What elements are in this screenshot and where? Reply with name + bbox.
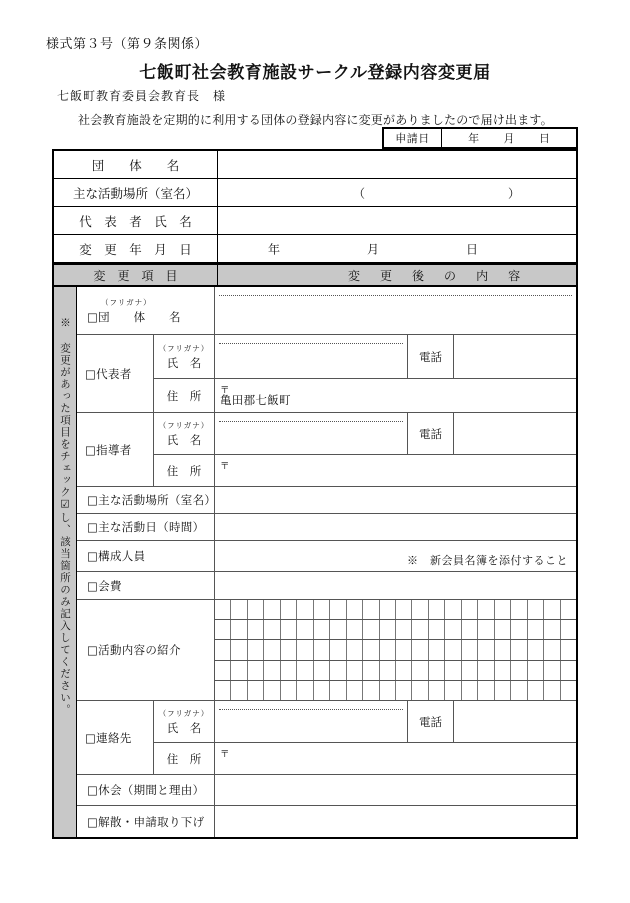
grid-cell[interactable]	[297, 681, 313, 700]
input-representative-tel[interactable]	[454, 335, 576, 378]
grid-cell[interactable]	[429, 600, 445, 619]
grid-cell[interactable]	[478, 620, 494, 639]
table-row-representative-name	[54, 207, 576, 235]
instructor-name-row	[154, 413, 576, 455]
grid-cell[interactable]	[363, 681, 379, 700]
grid-cell[interactable]	[363, 640, 379, 659]
grid-cell[interactable]	[380, 661, 396, 680]
contact-address-row	[154, 743, 576, 774]
input-contact-name[interactable]	[215, 701, 408, 742]
input-representative-address[interactable]	[215, 379, 576, 412]
input-main-day[interactable]	[215, 514, 576, 540]
checkbox-group-name[interactable]: □団 体 名	[87, 309, 181, 324]
grid-cell[interactable]	[314, 620, 330, 639]
grid-cell[interactable]	[544, 600, 560, 619]
grid-cell[interactable]	[363, 620, 379, 639]
table-row-main-place	[54, 179, 576, 207]
grid-cell[interactable]	[314, 661, 330, 680]
grid-cell[interactable]	[264, 681, 280, 700]
label-instructor-address-sub	[154, 455, 215, 486]
grid-cell[interactable]	[396, 681, 412, 700]
grid-cell[interactable]	[264, 661, 280, 680]
application-date-year: 年	[468, 132, 480, 145]
section-header-right	[218, 265, 576, 285]
grid-cell[interactable]	[544, 640, 560, 659]
grid-cell[interactable]	[478, 640, 494, 659]
input-contact-address[interactable]	[215, 743, 576, 774]
application-date-label: 申請日	[384, 129, 442, 147]
representative-details	[154, 335, 576, 412]
grid-cell[interactable]	[248, 600, 264, 619]
grid-cell[interactable]	[330, 640, 346, 659]
grid-cell[interactable]	[347, 661, 363, 680]
sub-label-name-contact: 氏 名	[166, 720, 202, 735]
input-contact-tel[interactable]	[454, 701, 576, 742]
grid-cell[interactable]	[396, 640, 412, 659]
checkbox-dissolution[interactable]: □解散・申請取り下げ	[77, 806, 215, 837]
grid-cell[interactable]	[544, 661, 560, 680]
application-date-day: 日	[538, 132, 550, 145]
section-header-right-c5: 容	[508, 268, 521, 283]
grid-cell[interactable]	[215, 620, 231, 639]
grid-cell[interactable]	[264, 640, 280, 659]
grid-cell[interactable]	[544, 681, 560, 700]
grid-cell[interactable]	[215, 681, 231, 700]
checkbox-contact[interactable]: □連絡先	[77, 701, 154, 774]
grid-line[interactable]	[215, 600, 576, 620]
row-members	[77, 541, 576, 572]
label-group-name-check[interactable]	[77, 287, 215, 334]
checkbox-main-place[interactable]: □主な活動場所（室名）	[77, 487, 215, 513]
grid-cell[interactable]	[478, 600, 494, 619]
grid-cell[interactable]	[330, 620, 346, 639]
grid-cell[interactable]	[314, 681, 330, 700]
form-number: 様式第３号（第９条関係）	[46, 37, 209, 52]
grid-cell[interactable]	[478, 681, 494, 700]
change-date-month: 月	[366, 242, 379, 256]
grid-cell[interactable]	[231, 620, 247, 639]
grid-cell[interactable]	[347, 681, 363, 700]
checkbox-instructor[interactable]: □指導者	[77, 413, 154, 486]
grid-cell[interactable]	[264, 620, 280, 639]
label-representative-tel: 電話	[408, 335, 454, 378]
representative-address-row	[154, 379, 576, 412]
grid-cell[interactable]	[297, 600, 313, 619]
vertical-instruction-note: ※ 変更があった項目をチェック☑し、該当箇所のみ記入してください。	[54, 287, 77, 837]
input-members[interactable]	[215, 541, 576, 571]
grid-line[interactable]	[215, 640, 576, 660]
grid-cell[interactable]	[314, 600, 330, 619]
grid-cell[interactable]	[511, 620, 527, 639]
grid-cell[interactable]	[396, 661, 412, 680]
application-date-month: 月	[503, 132, 515, 145]
label-representative-name-sub	[154, 335, 215, 378]
paren-right: ）	[508, 186, 521, 200]
grid-cell[interactable]	[412, 600, 428, 619]
table-row-group-name	[54, 151, 576, 179]
grid-cell[interactable]	[281, 620, 297, 639]
application-date-field[interactable]	[442, 129, 576, 147]
row-dissolution	[77, 806, 576, 837]
grid-cell[interactable]	[380, 640, 396, 659]
input-representative-name-new[interactable]	[215, 335, 408, 378]
grid-cell[interactable]	[429, 661, 445, 680]
grid-cell[interactable]	[215, 600, 231, 619]
representative-address-prefill: 亀田郡七飯町	[220, 393, 291, 407]
grid-cell[interactable]	[511, 600, 527, 619]
grid-cell[interactable]	[215, 640, 231, 659]
row-suspension	[77, 775, 576, 806]
grid-cell[interactable]	[396, 600, 412, 619]
grid-cell[interactable]	[248, 620, 264, 639]
grid-cell[interactable]	[330, 681, 346, 700]
row-fee	[77, 572, 576, 600]
checkbox-fee[interactable]: □会費	[77, 572, 215, 599]
label-change-date: 変 更 年 月 日	[54, 235, 218, 262]
main-table	[52, 149, 578, 839]
input-group-name[interactable]	[218, 151, 576, 178]
input-instructor-tel[interactable]	[454, 413, 576, 454]
page-title: 七飯町社会教育施設サークル登録内容変更届	[139, 63, 491, 83]
grid-cell[interactable]	[330, 661, 346, 680]
grid-cell[interactable]	[495, 661, 511, 680]
grid-cell[interactable]	[231, 681, 247, 700]
body-rows	[77, 287, 576, 837]
sub-label-name-rep: 氏 名	[166, 355, 202, 370]
input-main-place-new[interactable]	[215, 487, 576, 513]
grid-cell[interactable]	[330, 600, 346, 619]
instructor-address-row	[154, 455, 576, 486]
grid-cell[interactable]	[511, 661, 527, 680]
grid-cell[interactable]	[412, 620, 428, 639]
checkbox-main-day[interactable]: □主な活動日（時間）	[77, 514, 215, 540]
grid-cell[interactable]	[248, 681, 264, 700]
grid-cell[interactable]	[297, 640, 313, 659]
instructor-details	[154, 413, 576, 486]
grid-cell[interactable]	[347, 620, 363, 639]
furigana-label-rep: （フリガナ）	[158, 343, 210, 353]
grid-cell[interactable]	[462, 681, 478, 700]
grid-line[interactable]	[215, 661, 576, 681]
input-suspension[interactable]	[215, 775, 576, 805]
row-contact	[77, 701, 576, 775]
label-representative-name: 代 表 者 氏 名	[54, 207, 218, 234]
grid-cell[interactable]	[380, 600, 396, 619]
checkbox-activity-intro[interactable]: □活動内容の紹介	[77, 600, 215, 700]
grid-cell[interactable]	[528, 681, 544, 700]
grid-cell[interactable]	[462, 661, 478, 680]
sub-label-name-inst: 氏 名	[166, 432, 202, 447]
grid-cell[interactable]	[445, 661, 461, 680]
grid-cell[interactable]	[445, 640, 461, 659]
label-main-place: 主な活動場所（室名）	[54, 179, 218, 206]
grid-cell[interactable]	[429, 681, 445, 700]
label-instructor-tel: 電話	[408, 413, 454, 454]
grid-cell[interactable]	[363, 661, 379, 680]
postal-mark-icon: 〒	[220, 385, 230, 396]
furigana-dotted-line	[219, 709, 403, 710]
furigana-dotted-line	[219, 295, 572, 296]
label-group-name: 団 体 名	[54, 151, 218, 178]
sub-label-address-inst: 住 所	[166, 463, 202, 478]
change-date-day: 日	[465, 242, 478, 256]
row-main-day	[77, 514, 576, 541]
input-main-place[interactable]	[218, 179, 576, 206]
intro-text: 社会教育施設を定期的に利用する団体の登録内容に変更がありましたので届け出ます。	[78, 113, 553, 127]
grid-cell[interactable]	[380, 681, 396, 700]
grid-cell[interactable]	[462, 600, 478, 619]
activity-writing-grid[interactable]	[215, 600, 576, 700]
grid-cell[interactable]	[495, 681, 511, 700]
grid-cell[interactable]	[297, 620, 313, 639]
section-header-right-c4: 内	[476, 268, 489, 283]
paren-left: （	[353, 186, 366, 200]
change-date-year: 年	[268, 242, 281, 256]
grid-cell[interactable]	[511, 640, 527, 659]
input-representative-name[interactable]	[218, 207, 576, 234]
furigana-label-contact: （フリガナ）	[158, 708, 210, 718]
grid-cell[interactable]	[528, 640, 544, 659]
label-contact-name-sub	[154, 701, 215, 742]
grid-cell[interactable]	[281, 640, 297, 659]
grid-cell[interactable]	[412, 681, 428, 700]
contact-name-row	[154, 701, 576, 743]
section-header-right-c0: 変	[348, 268, 361, 283]
grid-cell[interactable]	[511, 681, 527, 700]
grid-cell[interactable]	[281, 681, 297, 700]
grid-cell[interactable]	[561, 681, 576, 700]
grid-cell[interactable]	[462, 640, 478, 659]
addressee: 七飯町教育委員会教育長 様	[57, 89, 227, 103]
postal-mark-icon: 〒	[220, 461, 230, 472]
section-header-right-c1: 更	[380, 268, 393, 283]
input-fee[interactable]	[215, 572, 576, 599]
grid-cell[interactable]	[314, 640, 330, 659]
furigana-dotted-line	[219, 421, 403, 422]
furigana-label-inst: （フリガナ）	[158, 420, 210, 430]
grid-cell[interactable]	[347, 600, 363, 619]
grid-cell[interactable]	[544, 620, 560, 639]
grid-cell[interactable]	[445, 600, 461, 619]
grid-cell[interactable]	[363, 600, 379, 619]
label-contact-tel: 電話	[408, 701, 454, 742]
input-dissolution[interactable]	[215, 806, 576, 837]
grid-cell[interactable]	[281, 600, 297, 619]
body-wrapper	[54, 287, 576, 837]
label-representative-address-sub	[154, 379, 215, 412]
grid-cell[interactable]	[495, 600, 511, 619]
grid-cell[interactable]	[462, 620, 478, 639]
grid-cell[interactable]	[231, 600, 247, 619]
grid-cell[interactable]	[528, 620, 544, 639]
grid-cell[interactable]	[528, 600, 544, 619]
grid-cell[interactable]	[561, 640, 576, 659]
grid-cell[interactable]	[445, 620, 461, 639]
section-header-right-c2: 後	[412, 268, 425, 283]
checkbox-members[interactable]: □構成人員	[77, 541, 215, 571]
grid-cell[interactable]	[248, 661, 264, 680]
grid-cell[interactable]	[495, 620, 511, 639]
grid-cell[interactable]	[347, 640, 363, 659]
row-activity-intro	[77, 600, 576, 701]
grid-cell[interactable]	[561, 600, 576, 619]
input-change-date[interactable]	[218, 235, 576, 262]
grid-cell[interactable]	[429, 620, 445, 639]
section-header-right-c3: の	[444, 268, 457, 283]
grid-cell[interactable]	[478, 661, 494, 680]
sub-label-address-rep: 住 所	[166, 388, 202, 403]
grid-cell[interactable]	[445, 681, 461, 700]
grid-cell[interactable]	[264, 600, 280, 619]
grid-cell[interactable]	[561, 620, 576, 639]
application-date-box	[382, 127, 578, 149]
row-representative	[77, 335, 576, 413]
section-header	[54, 263, 576, 287]
grid-cell[interactable]	[215, 661, 231, 680]
label-contact-address-sub	[154, 743, 215, 774]
grid-cell[interactable]	[412, 640, 428, 659]
grid-cell[interactable]	[561, 661, 576, 680]
row-group-name	[77, 287, 576, 335]
grid-cell[interactable]	[231, 661, 247, 680]
label-instructor-name-sub	[154, 413, 215, 454]
section-header-left: 変 更 項 目	[54, 265, 218, 285]
postal-mark-icon: 〒	[220, 749, 230, 760]
grid-cell[interactable]	[412, 661, 428, 680]
row-main-place	[77, 487, 576, 514]
grid-cell[interactable]	[495, 640, 511, 659]
checkbox-suspension[interactable]: □休会（期間と理由）	[77, 775, 215, 805]
input-instructor-name[interactable]	[215, 413, 408, 454]
grid-cell[interactable]	[528, 661, 544, 680]
grid-cell[interactable]	[297, 661, 313, 680]
contact-details	[154, 701, 576, 774]
grid-cell[interactable]	[248, 640, 264, 659]
grid-cell[interactable]	[281, 661, 297, 680]
row-instructor	[77, 413, 576, 487]
checkbox-representative[interactable]: □代表者	[77, 335, 154, 412]
sub-label-address-contact: 住 所	[166, 751, 202, 766]
representative-name-row	[154, 335, 576, 379]
furigana-label-group: （フリガナ）	[101, 297, 152, 307]
grid-line[interactable]	[215, 620, 576, 640]
grid-cell[interactable]	[429, 640, 445, 659]
input-instructor-address[interactable]	[215, 455, 576, 486]
members-note: ※ 新会員名簿を添付すること	[407, 554, 568, 567]
grid-line[interactable]	[215, 681, 576, 700]
furigana-dotted-line	[219, 343, 403, 344]
input-group-name-new[interactable]	[215, 287, 576, 334]
grid-cell[interactable]	[396, 620, 412, 639]
table-row-change-date	[54, 235, 576, 263]
grid-cell[interactable]	[231, 640, 247, 659]
grid-cell[interactable]	[380, 620, 396, 639]
